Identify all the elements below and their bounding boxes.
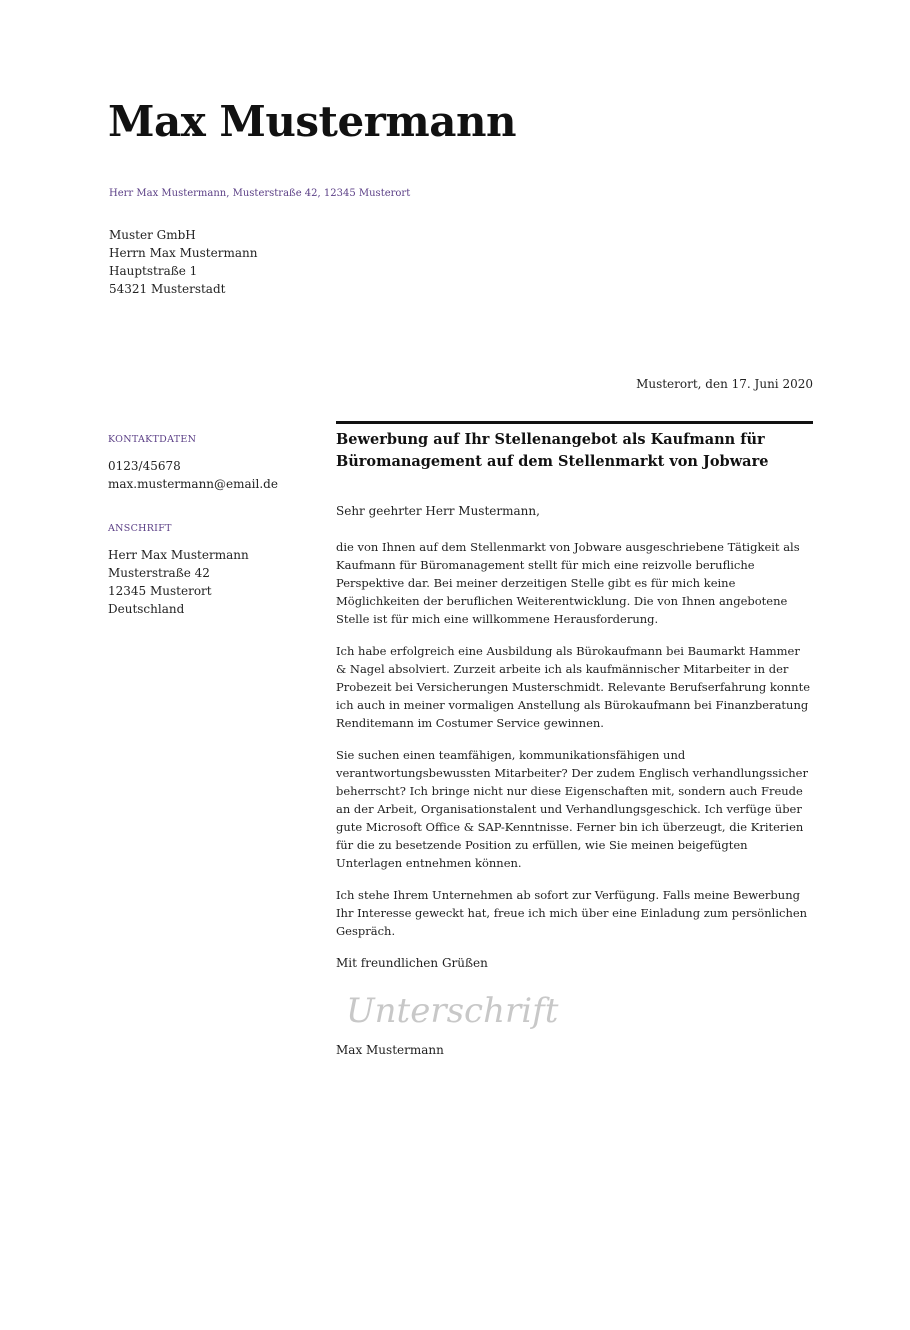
address-heading: ANSCHRIFT [108,523,172,534]
body-paragraph: Ich habe erfolgreich eine Ausbildung als Bürokaufmann bei Baumarkt Hammer & Nagel absolviert. Zurzeit arbeite ich als kaufmännischer Mitarbeiter in der Probezeit bei Versicherungen Musterschmidt. Relevante Berufserfahrung konnte ich auch in meiner vormaligen Anstellung als Bürokaufmann bei Finanzberatung Renditemann im Costumer Service gewinnen. [336,644,810,730]
contact-phone: 0123/45678 [108,459,181,473]
address-block [108,522,308,618]
recipient-address [109,226,257,298]
signer-name: Max Mustermann [336,1043,444,1057]
address-line: Deutschland [108,602,185,616]
recipient-line: Herrn Max Mustermann [109,246,258,260]
contact-block [108,433,308,493]
recipient-line: Hauptstraße 1 [109,264,198,278]
signature-image [336,986,576,1038]
return-address-line: Herr Max Mustermann, Musterstraße 42, 12345 Musterort [109,188,411,199]
recipient-line: Muster GmbH [109,228,196,242]
body-paragraph: Sie suchen einen teamfähigen, kommunikationsfähigen und verantwortungsbewussten Mitarbeiter? Der zudem Englisch verhandlungssicher beherrscht? Ich bringe nicht nur diese Eigenschaften mit, sondern auch Freude an der Arbeit, Organisationstalent und Verhandlungsgeschick. Ich verfüge über gute Microsoft Office & SAP-Kenntnisse. Ferner bin ich überzeugt, die Kriterien für die zu besetzende Position zu erfüllen, wie Sie meinen beigefügten Unterlagen entnehmen können. [336,748,808,870]
body-paragraph: Ich stehe Ihrem Unternehmen ab sofort zur Verfügung. Falls meine Bewerbung Ihr Interesse geweckt hat, freue ich mich über eine Einladung zum persönlichen Gespräch. [336,888,808,938]
recipient-line: 54321 Musterstadt [109,282,226,296]
letter-subject: Bewerbung auf Ihr Stellenangebot als Kaufmann für Büromanagement auf dem Stellenmarkt von Jobware [336,431,769,470]
sidebar [108,433,308,618]
address-line: Musterstraße 42 [108,566,210,580]
letter-body [336,421,813,1059]
closing-line: Mit freundlichen Grüßen [336,956,488,970]
salutation: Sehr geehrter Herr Mustermann, [336,504,540,518]
subject-divider [336,421,813,424]
sender-name-heading: Max Mustermann [108,97,517,146]
letter-date: Musterort, den 17. Juni 2020 [636,377,813,391]
body-paragraph: die von Ihnen auf dem Stellenmarkt von Jobware ausgeschriebene Tätigkeit als Kaufmann für Büromanagement stellt für mich eine reizvolle berufliche Perspektive dar. Bei meiner derzeitigen Stelle gibt es für mich keine Möglichkeiten der beruflichen Weiterentwicklung. Die von Ihnen angebotene Stelle ist für mich eine willkommene Herausforderung. [336,540,800,626]
contact-heading: KONTAKTDATEN [108,434,197,445]
signature-text: Unterschrift [346,991,559,1031]
address-line: 12345 Musterort [108,584,212,598]
address-line: Herr Max Mustermann [108,548,249,562]
contact-email: max.mustermann@email.de [108,477,278,491]
